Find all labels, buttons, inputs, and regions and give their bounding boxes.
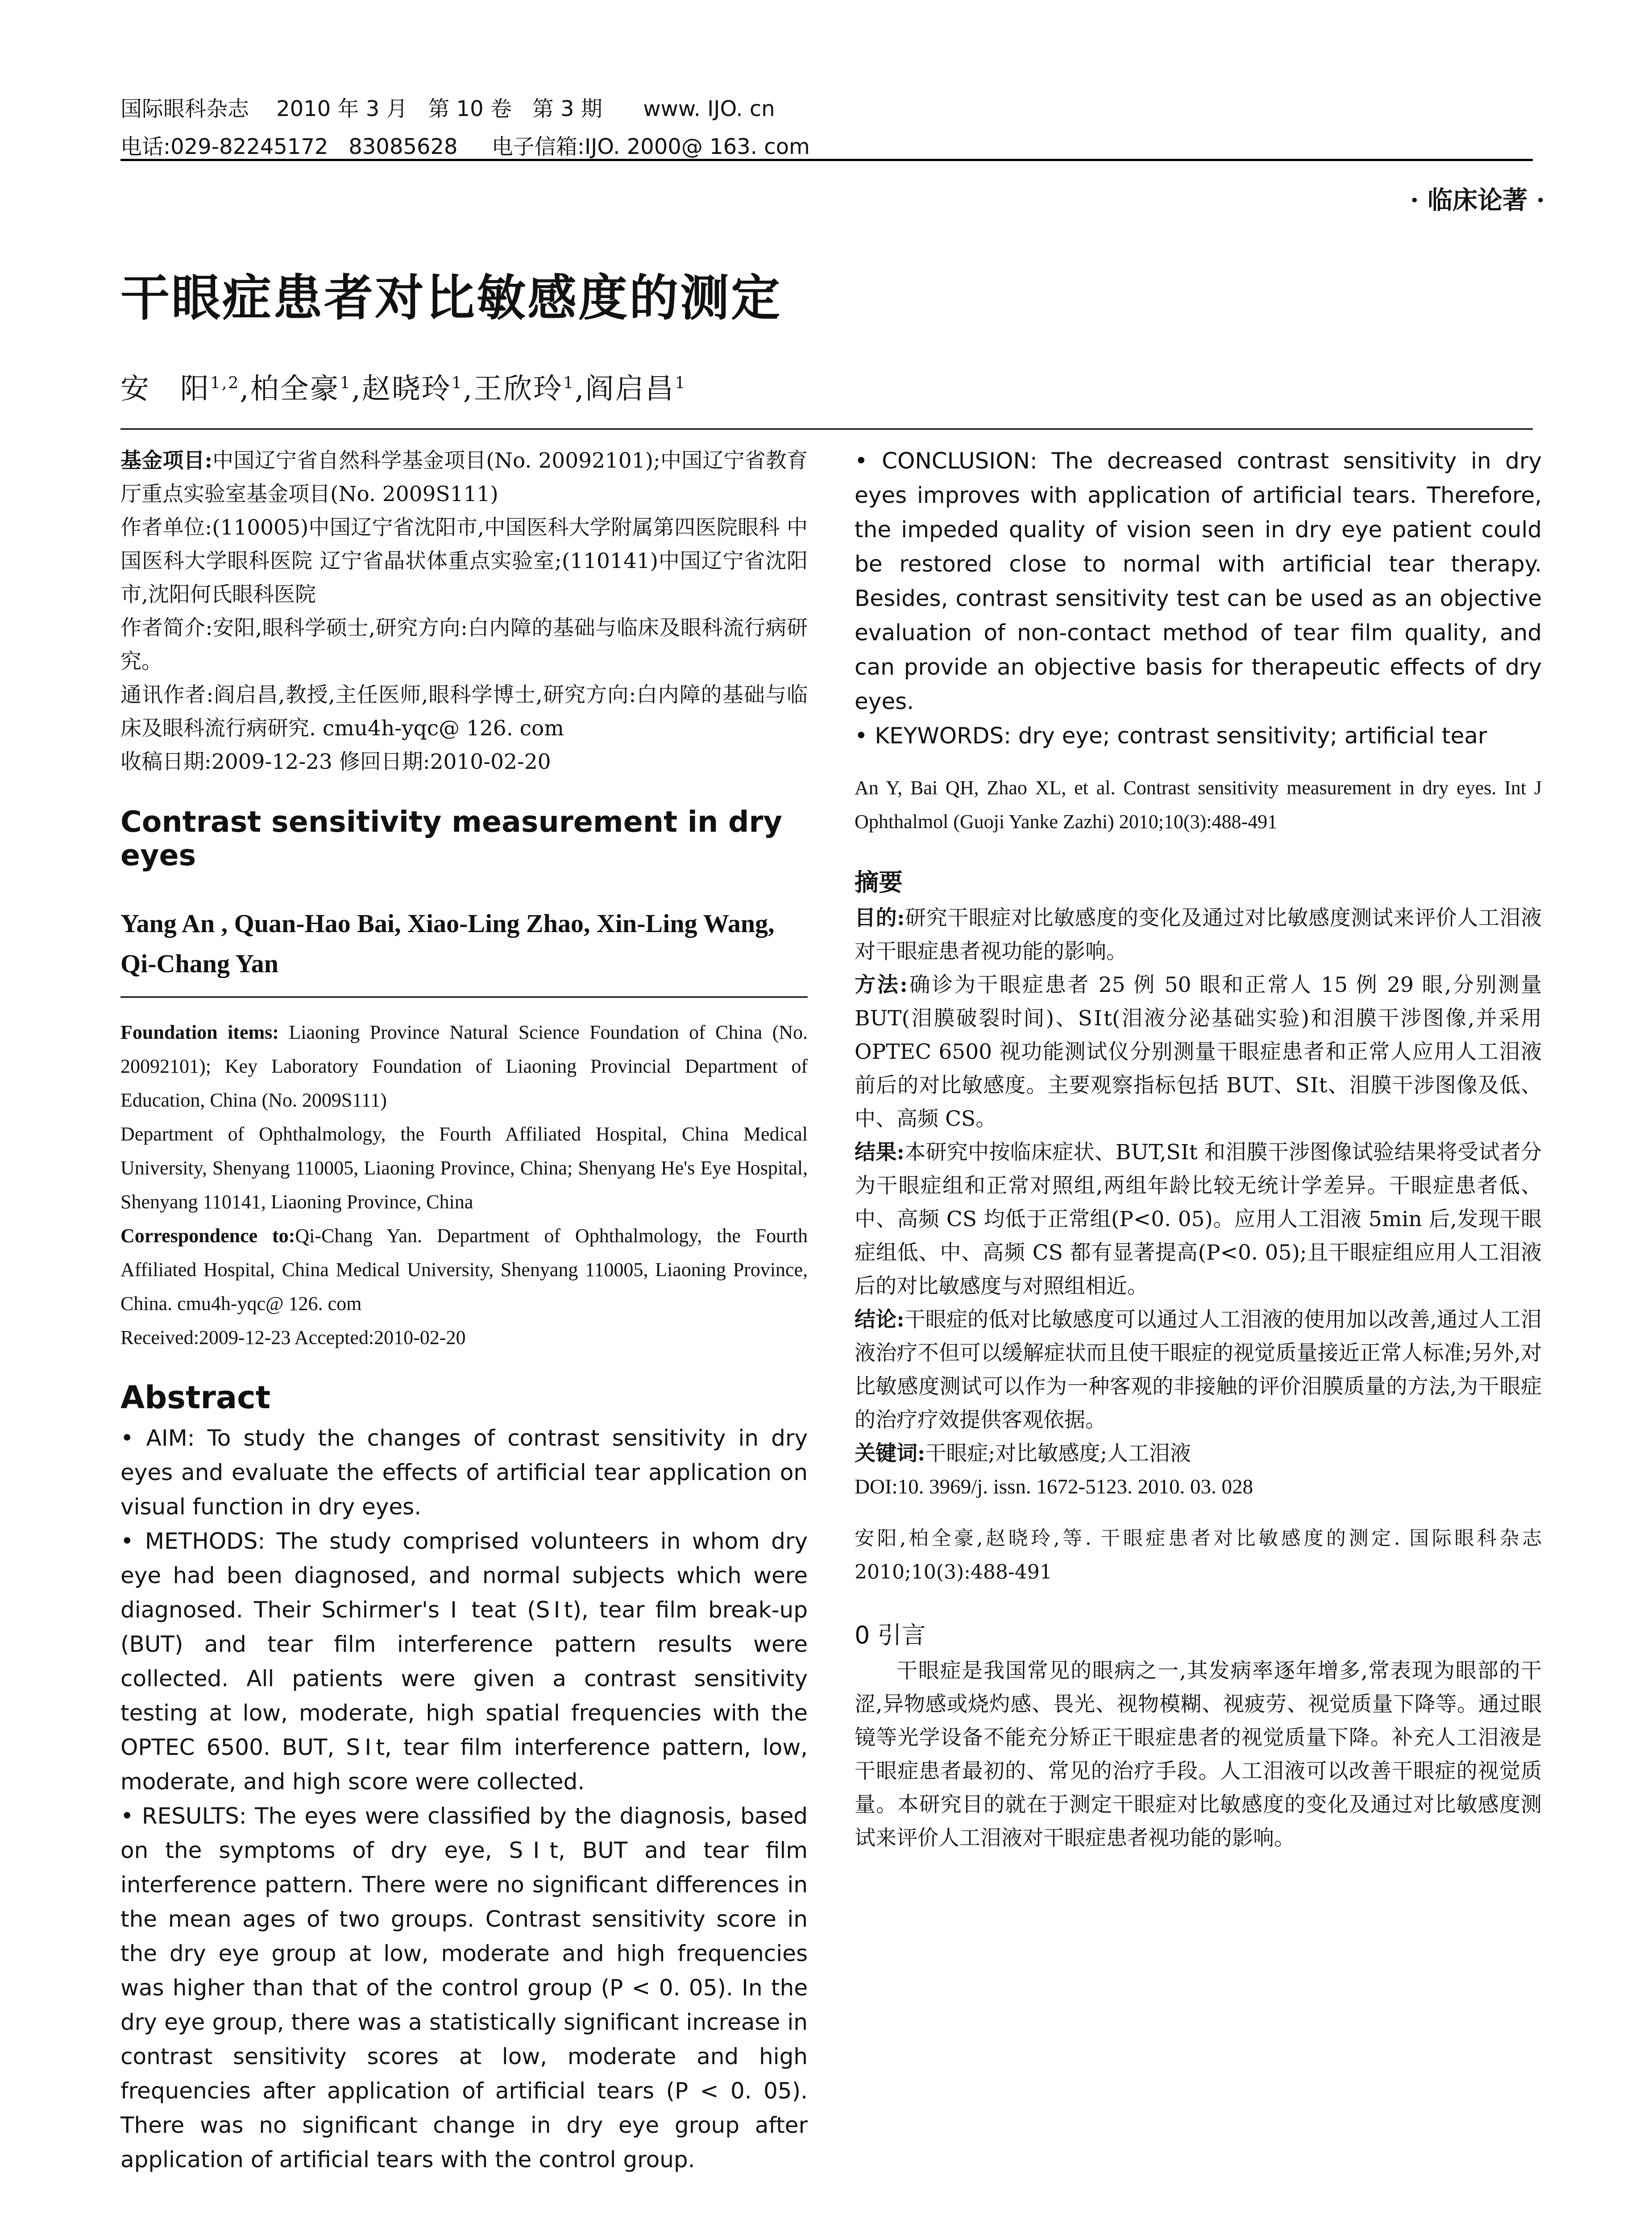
author-affiliation-mark: 1,2 [210,374,240,393]
abstract-results: • RESULTS: The eyes were classified by the diagnosis, based on the symptoms of dry eye, SⅠt, BUT and tear film interference pattern. There were no significant differences in the mean ages of two groups. Contrast sensitivity score in the dry eye group at low, moderate and high frequencies was higher than that of the control group (P < 0. 05). In the dry eye group, there was a statistically significant increase in contrast sensitivity scores at low, moderate and high frequencies after application of artificial tears (P < 0. 05). There was no significant change in dry eye group after application of artificial tears with the control group. [120,1803,808,2173]
zhaiyao-keywords: 关键词:干眼症;对比敏感度;人工泪液 [855,1441,1191,1466]
foundation-cn: 基金项目:中国辽宁省自然科学基金项目(No. 20092101);中国辽宁省教育厅重点实验室基金项目(No. 2009S111) [120,448,808,506]
correspondence-cn: 通讯作者:阎启昌,教授,主任医师,眼科学博士,研究方向:白内障的基础与临床及眼科流行病研究. cmu4h-yqc@ 126. com [120,683,808,741]
author-list-en: Yang An , Quan-Hao Bai, Xiao-Ling Zhao, Xin-Ling Wang, Qi-Chang Yan [120,909,775,978]
zhaiyao-aim: 目的:研究干眼症对比敏感度的变化及通过对比敏感度测试来评价人工泪液对干眼症患者视功能的影响。 [855,906,1542,964]
zhaiyao-conclusion: 结论:干眼症的低对比敏感度可以通过人工泪液的使用加以改善,通过人工泪液治疗不但可以缓解症状而且使干眼症的视觉质量接近正常人标准;另外,对比敏感度测试可以作为一种客观的非接触的评价泪膜质量的方法,为干眼症的治疗疗效提供客观依据。 [855,1307,1542,1432]
author-affiliation-mark: 1 [451,374,463,393]
intro-heading: 0 引言 [855,1621,926,1649]
citation-cn: 安阳,柏全豪,赵晓玲,等. 干眼症患者对比敏感度的测定. 国际眼科杂志 2010;10(3):488-491 [855,1527,1542,1584]
en-author-divider [120,996,808,998]
right-column [855,444,1542,1855]
foundation-en: Foundation items: Liaoning Province Natural Science Foundation of China (No. 20092101); Key Laboratory Foundation of Liaoning Provincial Department of Education, China (No. 2009S111) [120,1021,808,1111]
intro-text: 干眼症是我国常见的眼病之一,其发病率逐年增多,常表现为眼部的干涩,异物感或烧灼感、畏光、视物模糊、视疲劳、视觉质量下降等。通过眼镜等光学设备不能充分矫正干眼症患者的视觉质量下降。补充人工泪液是干眼症患者最初的、常见的治疗手段。人工泪液可以改善干眼症的视觉质量。本研究目的就在于测定干眼症对比敏感度的变化及通过对比敏感度测试来评价人工泪液对干眼症患者视功能的影响。 [855,1659,1542,1850]
affiliation-cn: 作者单位:(110005)中国辽宁省沈阳市,中国医科大学附属第四医院眼科 中国医科大学眼科医院 辽宁省晶状体重点实验室;(110141)中国辽宁省沈阳市,沈阳何氏眼科医院 [120,515,808,607]
author-name: 阎启昌 [585,373,675,406]
author-bio-cn: 作者简介:安阳,眼科学硕士,研究方向:白内障的基础与临床及眼科流行病研究。 [120,616,808,674]
abstract-conclusion: • CONCLUSION: The decreased contrast sensitivity in dry eyes improves with application of artificial tears. Therefore, the impeded quality of vision seen in dry eye patient could be restored close to normal with artificial tear therapy. Besides, contrast sensitivity test can be used as an objective evaluation of non-contact method of tear film quality, and can provide an objective basis for therapeutic effects of dry eyes. [855,448,1542,714]
article-title-cn: 干眼症患者对比敏感度的测定 [120,270,782,327]
zhaiyao-methods: 方法:确诊为干眼症患者 25 例 50 眼和正常人 15 例 29 眼,分别测量 BUT(泪膜破裂时间)、SⅠt(泪液分泌基础实验)和泪膜干涉图像,并采用 OPTEC 6500 视功能测试仪分别测量干眼症患者和正常人应用人工泪液前后的对比敏感度。主要观察指标包括 BUT、SⅠt、泪膜干涉图像及低、中、高频 CS。 [855,973,1542,1131]
header-divider [120,159,1533,161]
author-name: 赵晓玲 [361,373,452,406]
author-list-cn: 安 阳$^{1,2}$,柏全豪$^1$,赵晓玲$^1$,王欣玲$^1$,阎启昌$^1$ [120,373,687,406]
abstract-methods: • METHODS: The study comprised volunteers in whom dry eye had been diagnosed, and normal subjects which were diagnosed. Their Schirmer's Ⅰ teat (SⅠt), tear film break-up (BUT) and tear film interference pattern results were collected. All patients were given a contrast sensitivity testing at low, moderate, high spatial frequencies with the OPTEC 6500. BUT, SⅠt, tear film interference pattern, low, moderate, and high score were collected. [120,1528,808,1795]
author-affiliation-mark: 1 [563,374,575,393]
doi: DOI:10. 3969/j. issn. 1672-5123. 2010. 03. 028 [855,1475,1253,1498]
journal-header-line2: 电话:029-82245172 83085628 电子信箱:IJO. 2000@ 163. com [120,134,810,159]
journal-header-line1: 国际眼科杂志 2010 年 3 月 第 10 卷 第 3 期 www. IJO. cn [120,96,775,121]
author-name: 王欣玲 [473,373,564,406]
left-column [120,444,808,2177]
dates-cn: 收稿日期:2009-12-23 修回日期:2010-02-20 [120,750,551,774]
section-label: · 临床论著 · [1410,186,1545,215]
author-name: 安 阳 [120,373,210,406]
author-affiliation-mark: 1 [340,374,352,393]
author-name: 柏全豪 [250,373,340,406]
author-divider [120,428,1533,430]
affiliation-en: Department of Ophthalmology, the Fourth Affiliated Hospital, China Medical University, Shenyang 110005, Liaoning Province, China; Shenyang He's Eye Hospital, Shenyang 110141, Liaoning Province, China [120,1123,808,1213]
zhaiyao-heading: 摘要 [855,868,903,896]
abstract-heading: Abstract [120,1379,271,1416]
author-affiliation-mark: 1 [675,374,687,393]
correspondence-en: Correspondence to:Qi-Chang Yan. Department of Ophthalmology, the Fourth Affiliated Hospital, China Medical University, Shenyang 110005, Liaoning Province, China. cmu4h-yqc@ 126. com [120,1225,808,1315]
dates-en: Received:2009-12-23 Accepted:2010-02-20 [120,1327,466,1348]
abstract-keywords: • KEYWORDS: dry eye; contrast sensitivity; artificial tear [855,723,1487,749]
citation-en: An Y, Bai QH, Zhao XL, et al. Contrast sensitivity measurement in dry eyes. Int J Ophthalmol (Guoji Yanke Zazhi) 2010;10(3):488-491 [855,777,1542,833]
zhaiyao-results: 结果:本研究中按临床症状、BUT,SⅠt 和泪膜干涉图像试验结果将受试者分为干眼症组和正常对照组,两组年龄比较无统计学差异。干眼症患者低、中、高频 CS 均低于正常组(P<0. 05)。应用人工泪液 5min 后,发现干眼症组低、中、高频 CS 都有显著提高(P<0. 05);且干眼症组应用人工泪液后的对比敏感度与对照组相近。 [855,1140,1542,1298]
abstract-aim: • AIM: To study the changes of contrast sensitivity in dry eyes and evaluate the effects of artificial tear application on visual function in dry eyes. [120,1425,808,1520]
article-title-en: Contrast sensitivity measurement in dry eyes [120,805,782,872]
